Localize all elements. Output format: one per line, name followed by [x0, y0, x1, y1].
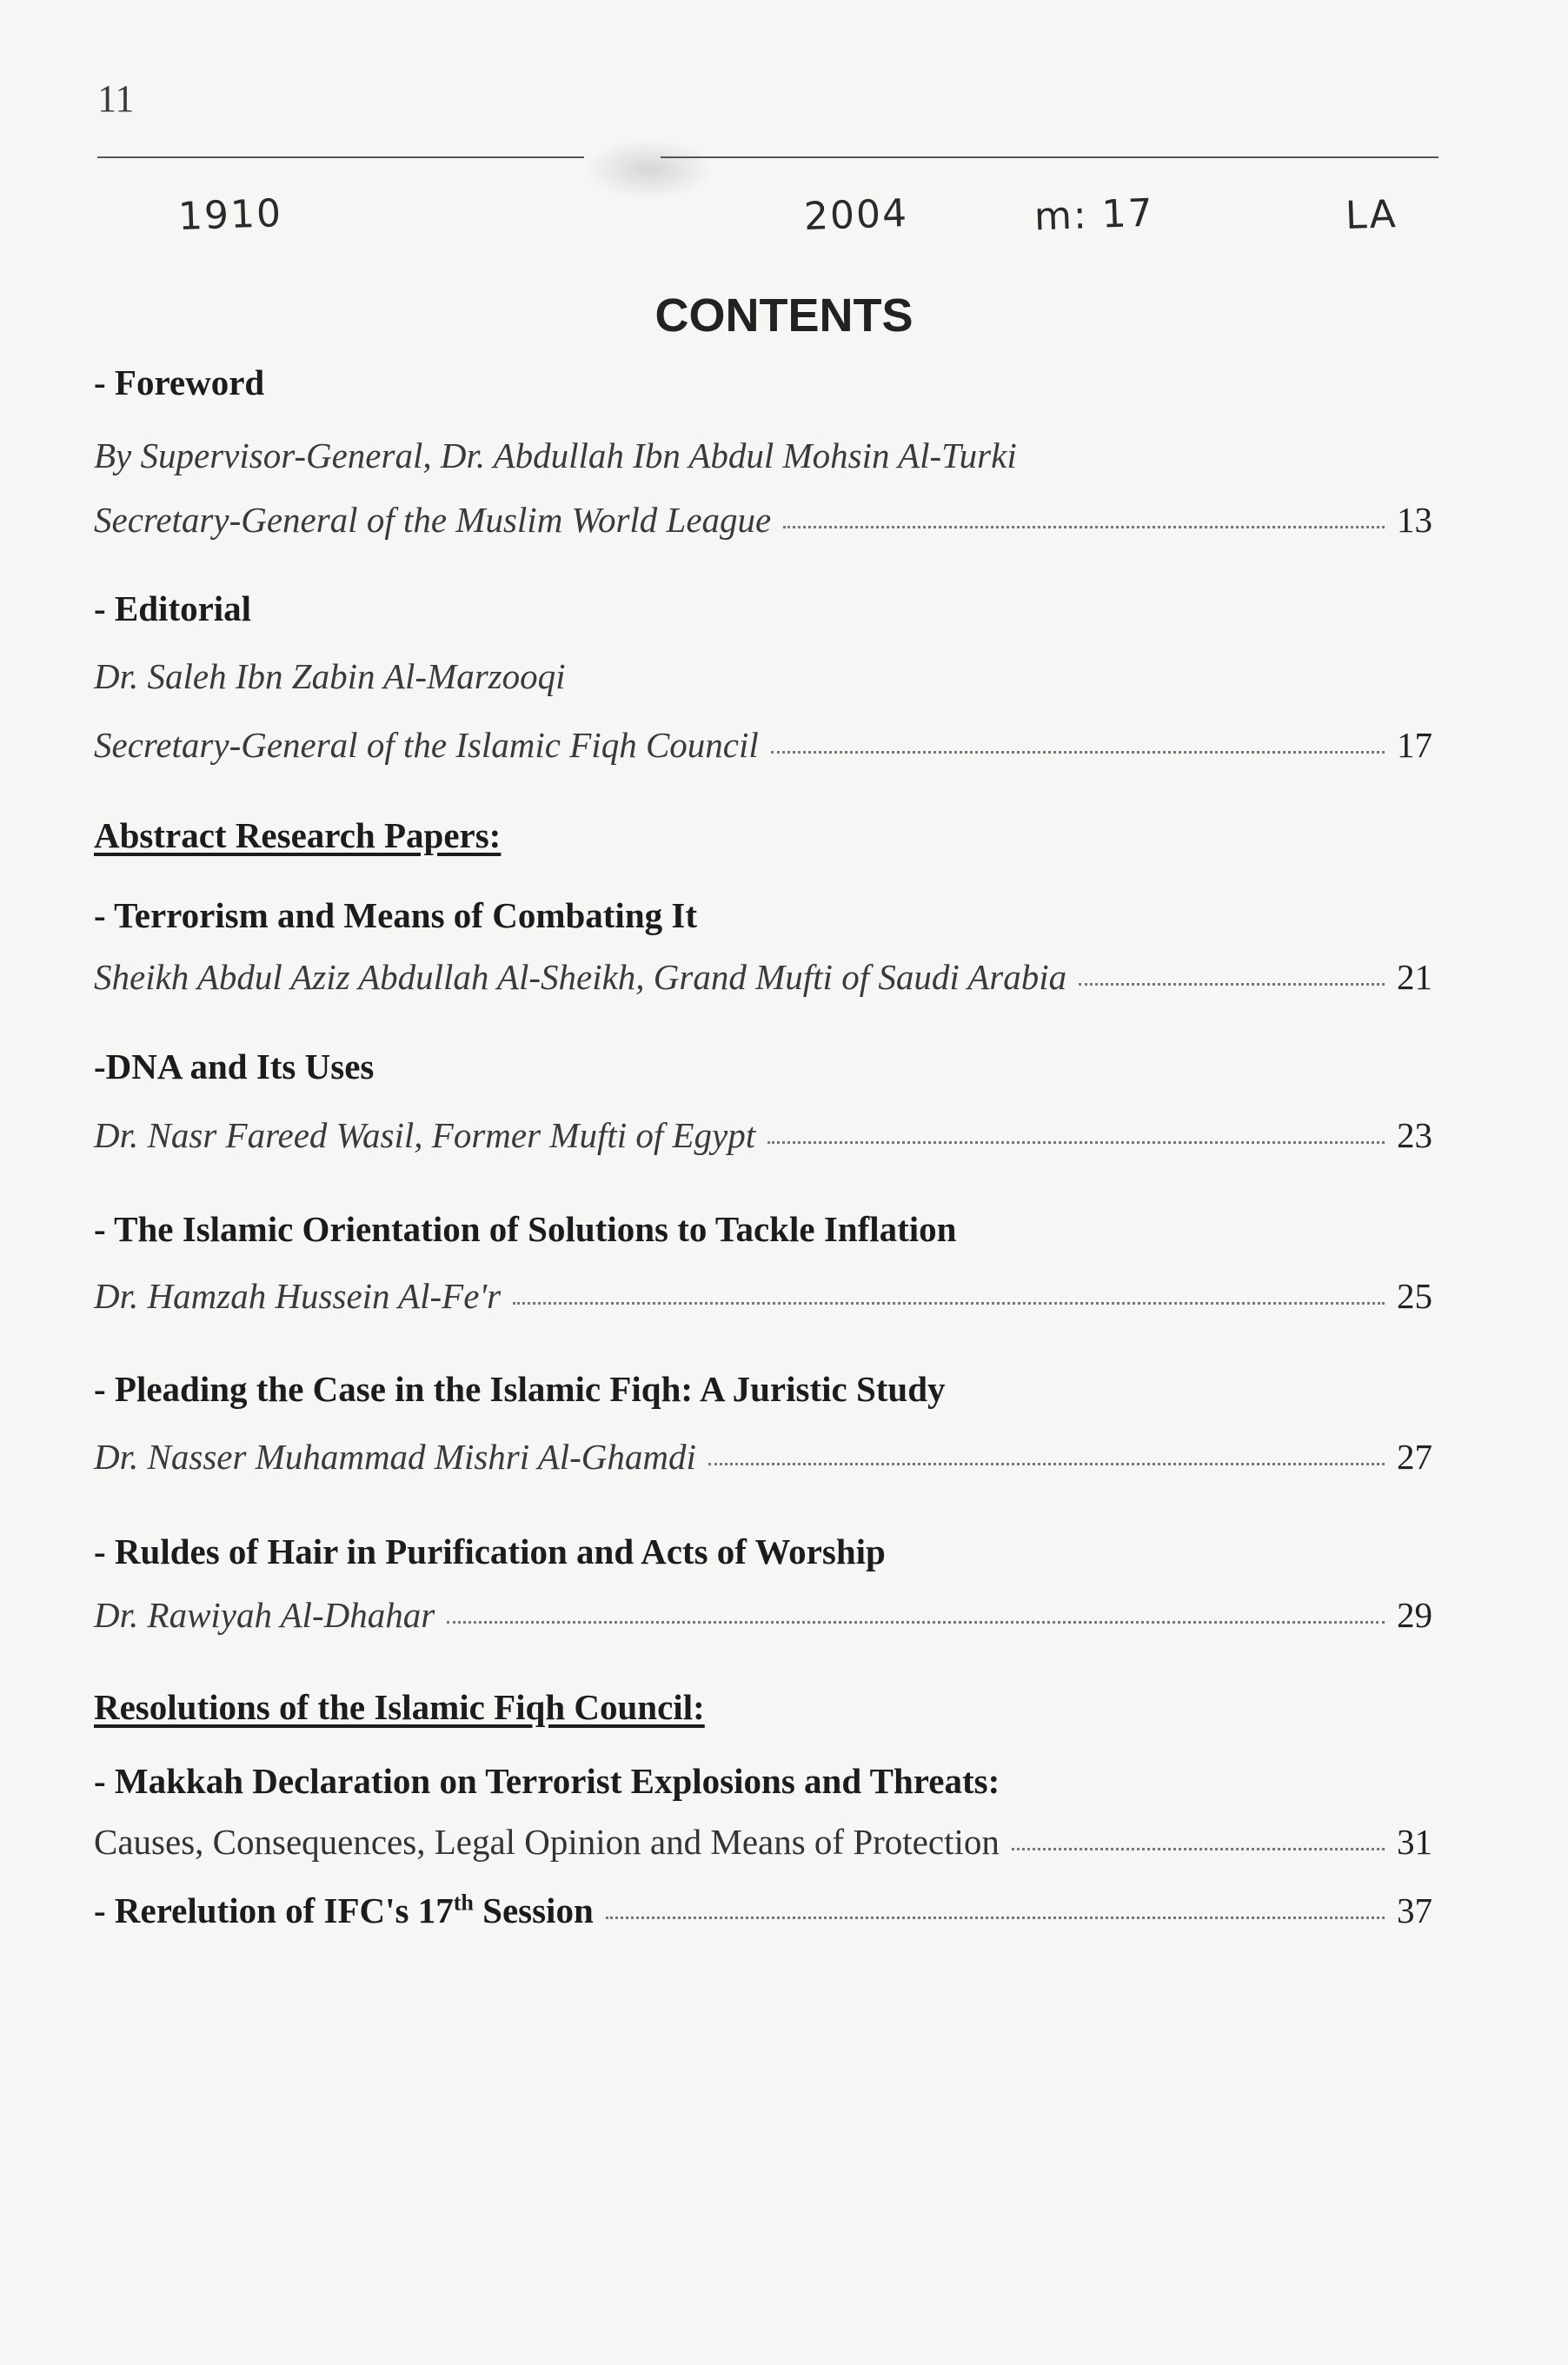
- paper-title: - Pleading the Case in the Islamic Fiqh: A Juristic Study: [94, 1369, 946, 1409]
- foreword-author: By Supervisor-General, Dr. Abdullah Ibn Abdul Mohsin Al-Turki: [94, 435, 1017, 475]
- header-rule-left: [97, 156, 584, 158]
- paper-title: -DNA and Its Uses: [94, 1046, 375, 1086]
- leader-dots: [447, 1621, 1385, 1624]
- foreword-affiliation: Secretary-General of the Muslim World League: [94, 500, 772, 540]
- leader-dots: [767, 1141, 1385, 1144]
- session-title-prefix: - Rerelution of IFC's 17: [94, 1890, 454, 1930]
- resolution-title: - Makkah Declaration on Terrorist Explosions and Threats:: [94, 1761, 1000, 1801]
- toc-entry-session[interactable]: [94, 1890, 1432, 1931]
- paper-title: - Terrorism and Means of Combating It: [94, 895, 697, 935]
- toc-entry-paper[interactable]: [94, 1114, 1432, 1156]
- header-rule-right: [661, 156, 1438, 158]
- page-number: 11: [97, 77, 135, 120]
- toc-entry-editorial[interactable]: [94, 724, 1432, 766]
- session-title-suffix: Session: [473, 1890, 594, 1930]
- toc-entry-foreword[interactable]: [94, 499, 1432, 541]
- handwritten-note-center: 2004: [803, 190, 909, 240]
- page-ref: 29: [1397, 1595, 1432, 1635]
- paper-author: Dr. Hamzah Hussein Al-Fe'r: [94, 1276, 502, 1316]
- page-ref: 37: [1397, 1890, 1432, 1930]
- toc-entry-paper[interactable]: [94, 1594, 1432, 1636]
- page-ref: 31: [1397, 1822, 1432, 1862]
- leader-dots: [708, 1463, 1385, 1465]
- handwritten-note-right: LA: [1345, 191, 1399, 239]
- session-title: [94, 1890, 594, 1931]
- section-heading-abstracts: Abstract Research Papers:: [94, 815, 502, 855]
- page-title: CONTENTS: [654, 289, 914, 342]
- leader-dots: [771, 751, 1385, 754]
- toc-entry-paper[interactable]: [94, 1436, 1432, 1478]
- leader-dots: [513, 1302, 1385, 1305]
- leader-dots: [606, 1917, 1385, 1919]
- toc-entry-resolution[interactable]: [94, 1821, 1432, 1863]
- page-ref: 27: [1397, 1437, 1432, 1477]
- resolution-subtitle: Causes, Consequences, Legal Opinion and Means of Protection: [94, 1822, 1000, 1862]
- handwritten-note-issue: m: 17: [1033, 190, 1155, 240]
- page-ref: 13: [1397, 500, 1432, 540]
- handwritten-note-left: 1910: [177, 190, 283, 240]
- editorial-author: Dr. Saleh Ibn Zabin Al-Marzooqi: [94, 656, 566, 696]
- leader-dots: [1012, 1848, 1385, 1850]
- toc-entry-paper[interactable]: [94, 956, 1432, 998]
- page-ref: 25: [1397, 1276, 1432, 1316]
- leader-dots: [783, 526, 1385, 528]
- foreword-heading: - Foreword: [94, 362, 265, 402]
- leader-dots: [1079, 983, 1385, 986]
- toc-entry-paper[interactable]: [94, 1275, 1432, 1317]
- scan-smudge: [584, 139, 714, 200]
- page-ref: 21: [1397, 957, 1432, 997]
- paper-title: - Ruldes of Hair in Purification and Acts of Worship: [94, 1531, 886, 1571]
- paper-author: Dr. Rawiyah Al-Dhahar: [94, 1595, 435, 1635]
- paper-author: Sheikh Abdul Aziz Abdullah Al-Sheikh, Grand Mufti of Saudi Arabia: [94, 957, 1067, 997]
- page-ref: 17: [1397, 725, 1432, 765]
- ordinal-suffix: th: [453, 1890, 474, 1916]
- editorial-heading: - Editorial: [94, 588, 252, 628]
- editorial-affiliation: Secretary-General of the Islamic Fiqh Council: [94, 725, 759, 765]
- paper-title: - The Islamic Orientation of Solutions to Tackle Inflation: [94, 1209, 957, 1249]
- section-heading-resolutions: Resolutions of the Islamic Fiqh Council:: [94, 1687, 705, 1727]
- paper-author: Dr. Nasser Muhammad Mishri Al-Ghamdi: [94, 1437, 696, 1477]
- page-ref: 23: [1397, 1115, 1432, 1155]
- paper-author: Dr. Nasr Fareed Wasil, Former Mufti of Egypt: [94, 1115, 756, 1155]
